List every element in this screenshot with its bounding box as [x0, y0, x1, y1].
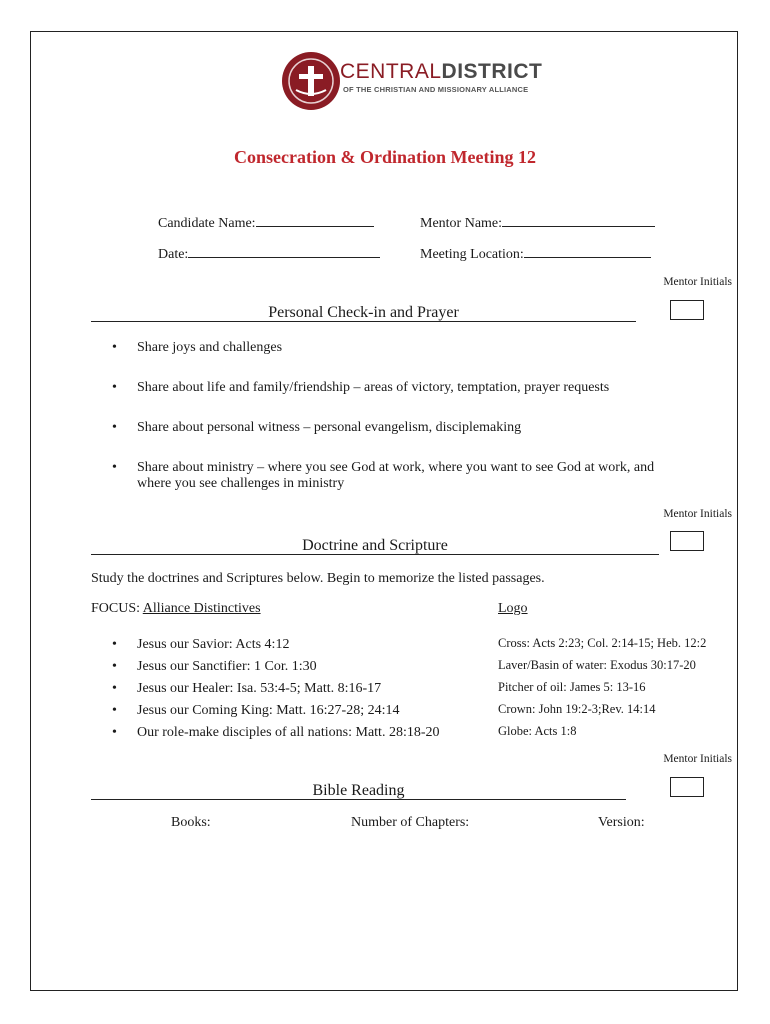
list-item: • Share about life and family/friendship – areas of victory, temptation, prayer requests — [112, 380, 722, 396]
candidate-name-label: Candidate Name: — [158, 216, 256, 231]
books-label[interactable]: Books: — [171, 815, 211, 830]
list-item: • Jesus our Sanctifier: 1 Cor. 1:30 — [112, 656, 482, 678]
list-item: • Share joys and challenges — [112, 340, 722, 356]
version-label[interactable]: Version: — [598, 815, 645, 830]
alliance-logo — [282, 52, 340, 110]
page-title: Consecration & Ordination Meeting 12 — [234, 147, 536, 167]
list-item: Pitcher of oil: James 5: 13-16 — [498, 680, 646, 694]
section-title-doctrine: Doctrine and Scripture — [302, 537, 448, 554]
distinctives-list — [112, 634, 482, 744]
date-field[interactable] — [158, 244, 380, 263]
meeting-location-blank[interactable] — [524, 244, 651, 258]
mentor-initials-label-1: Mentor Initials — [663, 276, 732, 288]
section-title-bible-reading: Bible Reading — [312, 782, 405, 799]
list-item: Crown: John 19:2-3;Rev. 14:14 — [498, 702, 656, 716]
meeting-location-field[interactable] — [420, 244, 651, 263]
list-item: • Our role-make disciples of all nations: Matt. 28:18-20 — [112, 722, 482, 744]
logo-subtitle: OF THE CHRISTIAN AND MISSIONARY ALLIANCE — [343, 85, 529, 94]
mentor-initials-box-2[interactable] — [670, 531, 704, 551]
focus-line — [91, 601, 261, 617]
mentor-name-blank[interactable] — [502, 213, 655, 227]
mentor-initials-label-3: Mentor Initials — [663, 753, 732, 765]
mentor-initials-box-1[interactable] — [670, 300, 704, 320]
checkin-list — [112, 340, 722, 492]
candidate-name-field[interactable] — [158, 213, 374, 232]
list-item: Laver/Basin of water: Exodus 30:17-20 — [498, 658, 696, 672]
date-label: Date: — [158, 247, 189, 262]
logo-wordmark: CENTRALDISTRICT — [340, 60, 543, 83]
list-item: • Jesus our Healer: Isa. 53:4-5; Matt. 8:16-17 — [112, 678, 482, 700]
date-blank[interactable] — [188, 244, 380, 258]
mentor-initials-box-3[interactable] — [670, 777, 704, 797]
list-item: Globe: Acts 1:8 — [498, 724, 577, 738]
mentor-name-field[interactable] — [420, 213, 655, 232]
doctrine-intro: Study the doctrines and Scriptures below. Begin to memorize the listed passages. — [91, 571, 545, 586]
focus-prefix: FOCUS: — [91, 601, 143, 616]
candidate-name-blank[interactable] — [256, 213, 374, 227]
meeting-location-label: Meeting Location: — [420, 247, 524, 262]
section-title-checkin: Personal Check-in and Prayer — [268, 304, 459, 321]
list-item: • Share about ministry – where you see God at work, where you want to see God at work, and where you see challenges in ministry — [112, 460, 722, 492]
chapters-label[interactable]: Number of Chapters: — [351, 815, 470, 830]
mentor-name-label: Mentor Name: — [420, 216, 503, 231]
list-item: Cross: Acts 2:23; Col. 2:14-15; Heb. 12:2 — [498, 636, 707, 650]
form-page — [30, 31, 738, 991]
mentor-initials-label-2: Mentor Initials — [663, 508, 732, 520]
logo-heading: Logo — [498, 601, 528, 616]
list-item: • Jesus our Savior: Acts 4:12 — [112, 634, 482, 656]
list-item: • Jesus our Coming King: Matt. 16:27-28; 24:14 — [112, 700, 482, 722]
list-item: • Share about personal witness – personal evangelism, disciplemaking — [112, 420, 722, 436]
logo-symbols-list — [498, 636, 706, 746]
focus-link: Alliance Distinctives — [142, 601, 261, 616]
